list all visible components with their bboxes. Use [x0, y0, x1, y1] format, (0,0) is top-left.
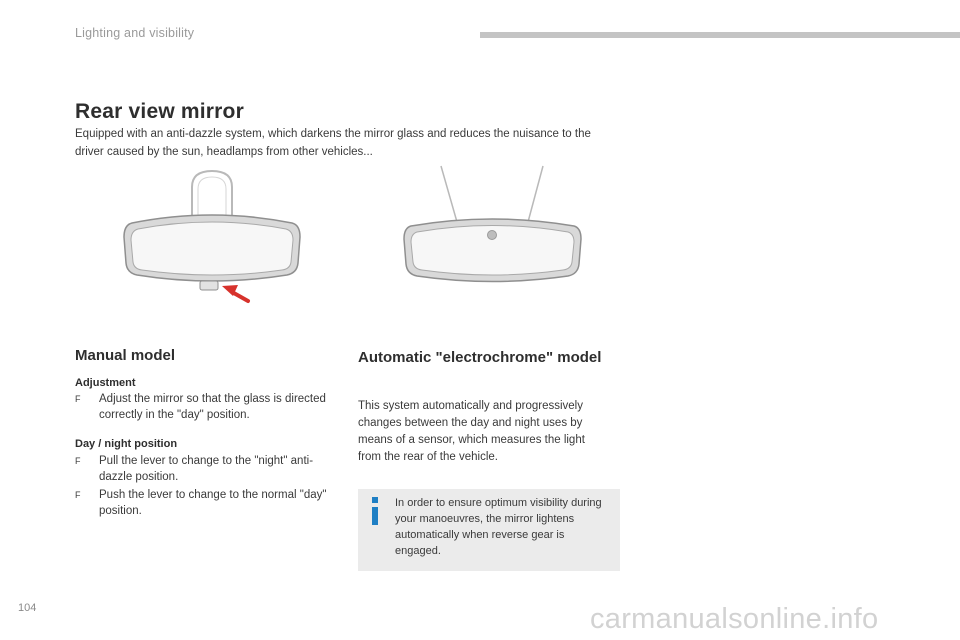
- list-item-text: Adjust the mirror so that the glass is directed correctly in the "day" position.: [99, 393, 326, 421]
- adjustment-heading: Adjustment: [75, 377, 136, 389]
- red-arrow-icon: [222, 285, 248, 301]
- manual-mirror-illustration: [112, 165, 312, 305]
- list-item: [75, 453, 337, 485]
- info-note: [358, 489, 620, 571]
- automatic-model-description: This system automatically and progressively changes between the day and night uses by means of a sensor, which measures the light from the rear of the vehicle.: [358, 400, 585, 463]
- mirror-housing: [124, 215, 300, 281]
- list-item-text: Pull the lever to change to the "night" anti-dazzle position.: [99, 455, 314, 483]
- manual-model-heading: Manual model: [75, 347, 176, 364]
- list-item: [75, 391, 337, 423]
- info-icon: [369, 497, 381, 527]
- mirror-mount: [192, 171, 232, 215]
- mirror-mount: [441, 166, 543, 222]
- mirror-housing: [404, 219, 581, 282]
- running-header: Lighting and visibility: [75, 26, 195, 40]
- intro-paragraph: Equipped with an anti-dazzle system, which darkens the mirror glass and reduces the nuisance to the driver caused by the sun, headlamps from other vehicles...: [75, 128, 591, 158]
- automatic-mirror-illustration: [395, 162, 590, 292]
- header-rule: [480, 32, 960, 38]
- page-number: 104: [18, 602, 37, 614]
- list-item-text: Push the lever to change to the normal "day" position.: [99, 489, 327, 517]
- watermark: carmanualsonline.info: [590, 603, 879, 635]
- light-sensor-icon: [488, 231, 497, 240]
- bullet-icon: F: [75, 394, 81, 404]
- list-item: [75, 487, 337, 519]
- bullet-icon: F: [75, 490, 81, 500]
- info-note-text: In order to ensure optimum visibility during your manoeuvres, the mirror lightens automatically when reverse gear is engaged.: [395, 497, 602, 557]
- page-title: Rear view mirror: [75, 100, 244, 123]
- automatic-model-heading: Automatic "electrochrome" model: [358, 349, 602, 366]
- day-night-heading: Day / night position: [75, 438, 178, 450]
- bullet-icon: F: [75, 456, 81, 466]
- day-night-lever: [200, 281, 218, 290]
